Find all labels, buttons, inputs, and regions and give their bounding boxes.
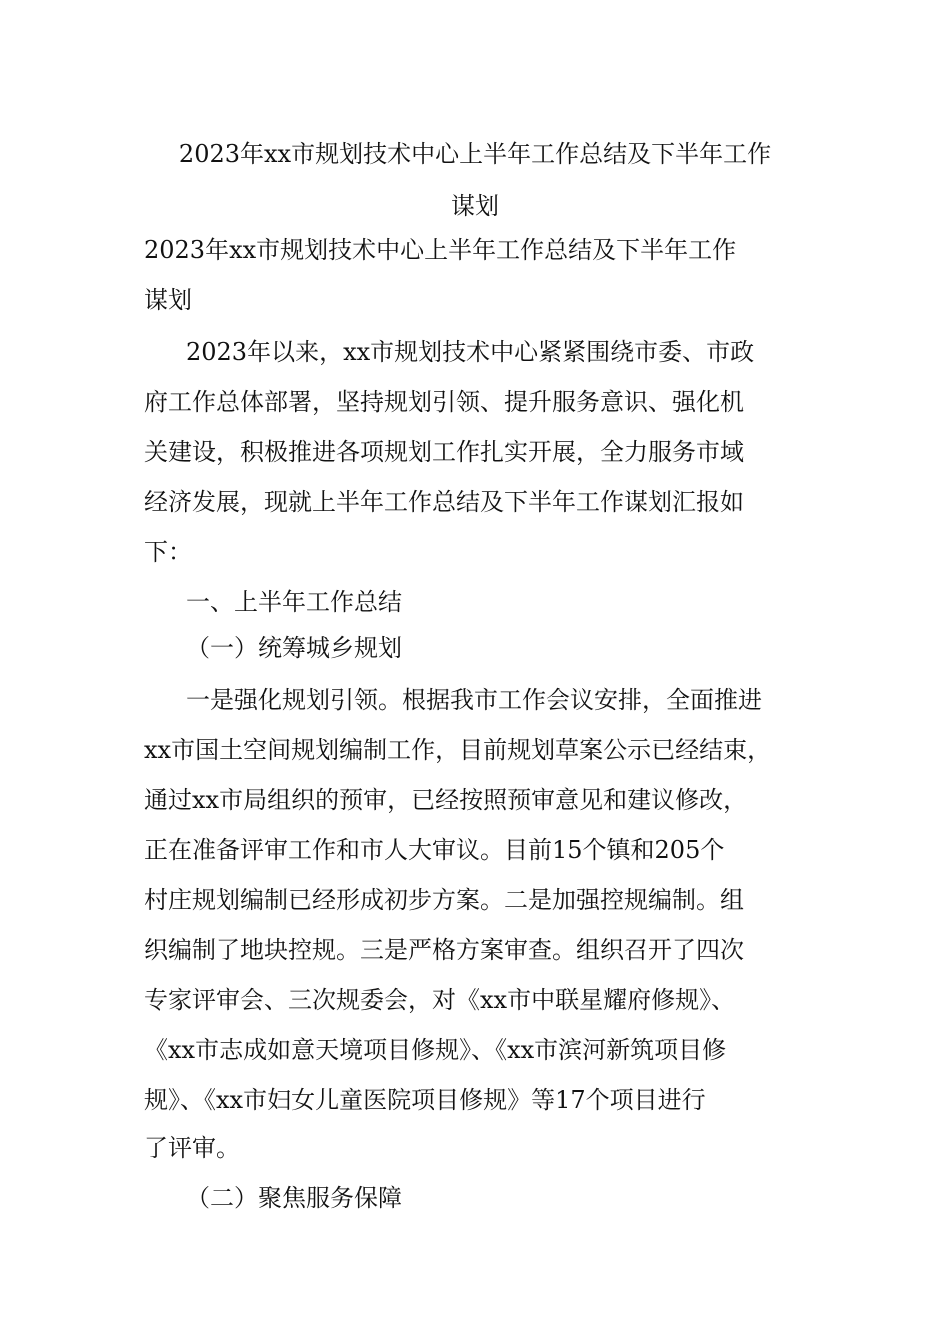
intro-line-4: 经济发展，现就上半年工作总结及下半年工作谋划汇报如 bbox=[144, 488, 744, 516]
subsection-heading-1: （一）统筹城乡规划 bbox=[186, 634, 402, 662]
para1-line-1: 一是强化规划引领。根据我市工作会议安排，全面推进 bbox=[186, 686, 762, 714]
intro-line-3: 关建设，积极推进各项规划工作扎实开展，全力服务市域 bbox=[144, 438, 744, 466]
para1-line-2: xx市国土空间规划编制工作，目前规划草案公示已经结束， bbox=[144, 736, 772, 764]
para1-line-5: 村庄规划编制已经形成初步方案。二是加强控规编制。组 bbox=[144, 886, 744, 914]
subsection-heading-2: （二）聚焦服务保障 bbox=[186, 1184, 402, 1212]
section-heading-1: 一、上半年工作总结 bbox=[186, 588, 402, 616]
para1-line-10: 了评审。 bbox=[144, 1134, 240, 1162]
para1-line-7: 专家评审会、三次规委会，对《xx市中联星耀府修规》、 bbox=[144, 986, 736, 1014]
para1-line-9: 规》、《xx市妇女儿童医院项目修规》等17个项目进行 bbox=[144, 1086, 706, 1114]
intro-line-2: 府工作总体部署，坚持规划引领、提升服务意识、强化机 bbox=[144, 388, 744, 416]
para1-line-8: 《xx市志成如意天境项目修规》、《xx市滨河新筑项目修 bbox=[144, 1036, 727, 1064]
para1-line-3: 通过xx市局组织的预审，已经按照预审意见和建议修改， bbox=[144, 786, 748, 814]
intro-line-1: 2023年以来，xx市规划技术中心紧紧围绕市委、市政 bbox=[186, 338, 755, 366]
heading-line-2: 谋划 bbox=[144, 286, 192, 314]
para1-line-6: 织编制了地块控规。三是严格方案审查。组织召开了四次 bbox=[144, 936, 744, 964]
document-title-line-1: 2023年xx市规划技术中心上半年工作总结及下半年工作 bbox=[178, 140, 772, 168]
document-title-line-2: 谋划 bbox=[451, 192, 499, 220]
intro-line-5: 下： bbox=[144, 538, 192, 566]
heading-line-1: 2023年xx市规划技术中心上半年工作总结及下半年工作 bbox=[144, 236, 737, 264]
para1-line-4: 正在准备评审工作和市人大审议。目前15个镇和205个 bbox=[144, 836, 725, 864]
